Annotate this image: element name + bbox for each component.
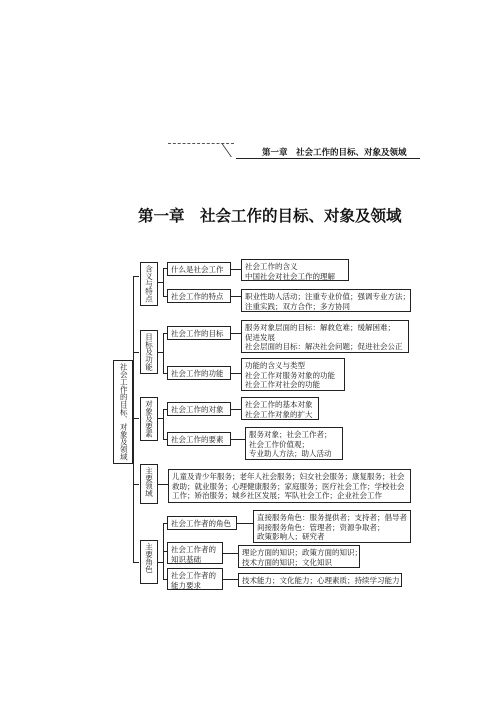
detail-social-work-functions: 功能的含义与类型 社会工作对服务对象的功能 社会工作对社会的功能 [241, 358, 345, 391]
detail-main-fields: 儿童及青少年服务；老年人社会服务；妇女社会服务；康复服务；社会 救助；就业服务；心理健康服务；家庭服务；医疗社会工作；学校社会 工作；矫治服务；城乡社区发展；军队社会工作；企业社会工作 [168, 469, 411, 503]
node-social-work-features: 社会工作的特点 [167, 289, 231, 303]
root-label: 社会工作的目标、对象及领域 [119, 363, 129, 461]
detail-social-work-elements: 服务对象；社会工作者； 社会工作价值观； 专业助人方法；助人活动 [245, 427, 343, 460]
node-what-is-social-work: 什么是社会工作 [167, 262, 231, 276]
node-social-worker-roles: 社会工作者的角色 [167, 516, 237, 530]
detail-social-worker-abilities: 技术能力；文化能力；心理素质；持续学习能力 [238, 573, 402, 587]
detail-social-work-goals: 服务对象层面的目标：解救危难；缓解困难； 促进发展 社会层面的目标：解决社会问题；促进社会公正 [241, 320, 409, 353]
detail-social-worker-roles: 直接服务角色：服务提供者；支持者；倡导者 间接服务角色：管理者；资源争取者； 政策影响人；研究者 [253, 510, 411, 543]
group-objects-elements: 对象及要素 [140, 397, 158, 441]
node-social-work-objects: 社会工作的对象 [167, 402, 231, 416]
group-meaning-features: 含义与特点 [140, 262, 158, 306]
header-slash [221, 143, 246, 157]
node-social-worker-knowledge: 社会工作者的 知识基础 [167, 542, 223, 564]
node-social-worker-abilities: 社会工作者的 能力要求 [167, 568, 223, 590]
chapter-title: 第一章 社会工作的目标、对象及领域 [138, 206, 402, 225]
detail-social-work-objects: 社会工作的基本对象 社会工作对象的扩大 [241, 397, 319, 420]
node-social-work-elements: 社会工作的要素 [167, 432, 231, 446]
header-rule-bottom [236, 158, 420, 159]
root-node [113, 360, 133, 464]
detail-what-is-social-work: 社会工作的含义 中国社会对社会工作的理解 [241, 259, 349, 281]
spine-line [133, 276, 134, 562]
detail-social-worker-knowledge: 理论方面的知识；政策方面的知识； 技术方面的知识；文化知识 [238, 545, 360, 568]
node-social-work-goals: 社会工作的目标 [167, 326, 231, 340]
node-social-work-functions: 社会工作的功能 [167, 366, 231, 380]
group-goals-functions: 目标及功能 [140, 330, 158, 374]
detail-social-work-features: 职业性助人活动；注重专业价值；强调专业方法； 注重实践；双方合作；多方协同 [241, 289, 411, 312]
group-main-roles: 主要角色 [140, 540, 158, 584]
group-main-fields: 主要领域 [140, 464, 158, 504]
running-title: 第一章 社会工作的目标、对象及领域 [262, 148, 407, 158]
